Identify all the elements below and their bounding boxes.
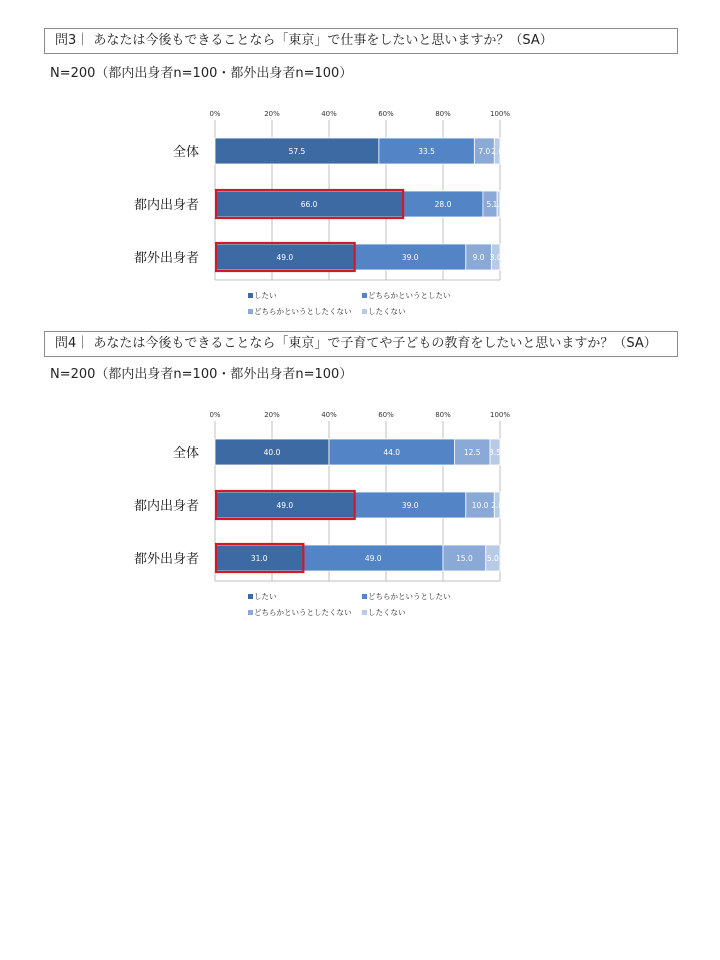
data-label: 49.0 — [276, 501, 294, 510]
data-label: 5.0 — [486, 554, 499, 563]
question-3-sample-size: N=200（都内出身者n=100・都外出身者n=100） — [50, 66, 353, 81]
data-label: 3.0 — [489, 253, 502, 262]
x-tick-label: 40% — [321, 110, 337, 118]
question-4-chart — [100, 405, 540, 625]
data-label: 49.0 — [276, 253, 294, 262]
legend-label: どちらかというとしたい — [368, 592, 451, 601]
legend-label: したくない — [368, 307, 406, 316]
data-label: 10.0 — [471, 501, 489, 510]
question-4-sample-size: N=200（都内出身者n=100・都外出身者n=100） — [50, 367, 353, 382]
x-tick-label: 60% — [378, 411, 394, 419]
data-label: 39.0 — [401, 501, 419, 510]
data-label: 2.0 — [491, 501, 504, 510]
data-label: 5. — [486, 200, 494, 209]
data-label: 33.5 — [418, 147, 435, 156]
legend-swatch — [362, 293, 367, 298]
legend-label: どちらかというとしたくない — [254, 608, 352, 617]
data-label: 7.0 — [478, 147, 491, 156]
question-3-chart-svg — [100, 104, 540, 324]
category-label: 全体 — [172, 446, 199, 461]
legend-swatch — [248, 594, 253, 599]
legend-label: したくない — [368, 608, 406, 617]
category-label: 全体 — [172, 145, 199, 160]
category-label: 都外出身者 — [133, 552, 199, 567]
x-tick-label: 20% — [264, 110, 280, 118]
x-tick-label: 80% — [435, 411, 451, 419]
category-label: 都内出身者 — [133, 499, 199, 514]
legend-swatch — [248, 309, 253, 314]
data-label: 39.0 — [401, 253, 419, 262]
legend-label: どちらかというとしたくない — [254, 307, 352, 316]
legend-label: したい — [254, 592, 277, 601]
data-label: 44.0 — [383, 448, 401, 457]
x-tick-label: 0% — [209, 110, 221, 118]
data-label: 40.0 — [263, 448, 281, 457]
x-tick-label: 60% — [378, 110, 394, 118]
data-label: 15.0 — [456, 554, 473, 563]
x-tick-label: 20% — [264, 411, 280, 419]
legend-swatch — [362, 610, 367, 615]
legend-swatch — [362, 309, 367, 314]
question-3-chart — [100, 104, 540, 324]
data-label: 2.0 — [491, 147, 504, 156]
question-3-title: 問3｜ あなたは今後もできることなら「東京」で仕事をしたいと思いますか？（SA） — [55, 33, 553, 48]
x-tick-label: 0% — [209, 411, 221, 419]
x-tick-label: 100% — [489, 110, 511, 118]
category-label: 都内出身者 — [133, 198, 199, 213]
data-label: 12.5 — [463, 448, 481, 457]
category-label: 都外出身者 — [133, 251, 199, 266]
question-4-box — [44, 331, 678, 357]
question-3-box — [44, 28, 678, 54]
data-label: 66.0 — [300, 200, 318, 209]
data-label: 9.0 — [472, 253, 485, 262]
data-label: 49.0 — [364, 554, 382, 563]
data-label: 57.5 — [288, 147, 306, 156]
x-tick-label: 80% — [435, 110, 451, 118]
legend-swatch — [362, 594, 367, 599]
x-tick-label: 100% — [489, 411, 511, 419]
data-label: 3.5 — [489, 448, 501, 457]
data-label: 1.0 — [492, 200, 505, 209]
question-4-title: 問4｜ あなたは今後もできることなら「東京」で子育てや子どもの教育をしたいと思いますか？（SA） — [55, 336, 657, 351]
legend-label: したい — [254, 291, 277, 300]
legend-swatch — [248, 293, 253, 298]
x-tick-label: 40% — [321, 411, 337, 419]
data-label: 31.0 — [250, 554, 268, 563]
legend-label: どちらかというとしたい — [368, 291, 451, 300]
legend-swatch — [248, 610, 253, 615]
data-label: 28.0 — [434, 200, 452, 209]
question-4-chart-svg — [100, 405, 540, 625]
